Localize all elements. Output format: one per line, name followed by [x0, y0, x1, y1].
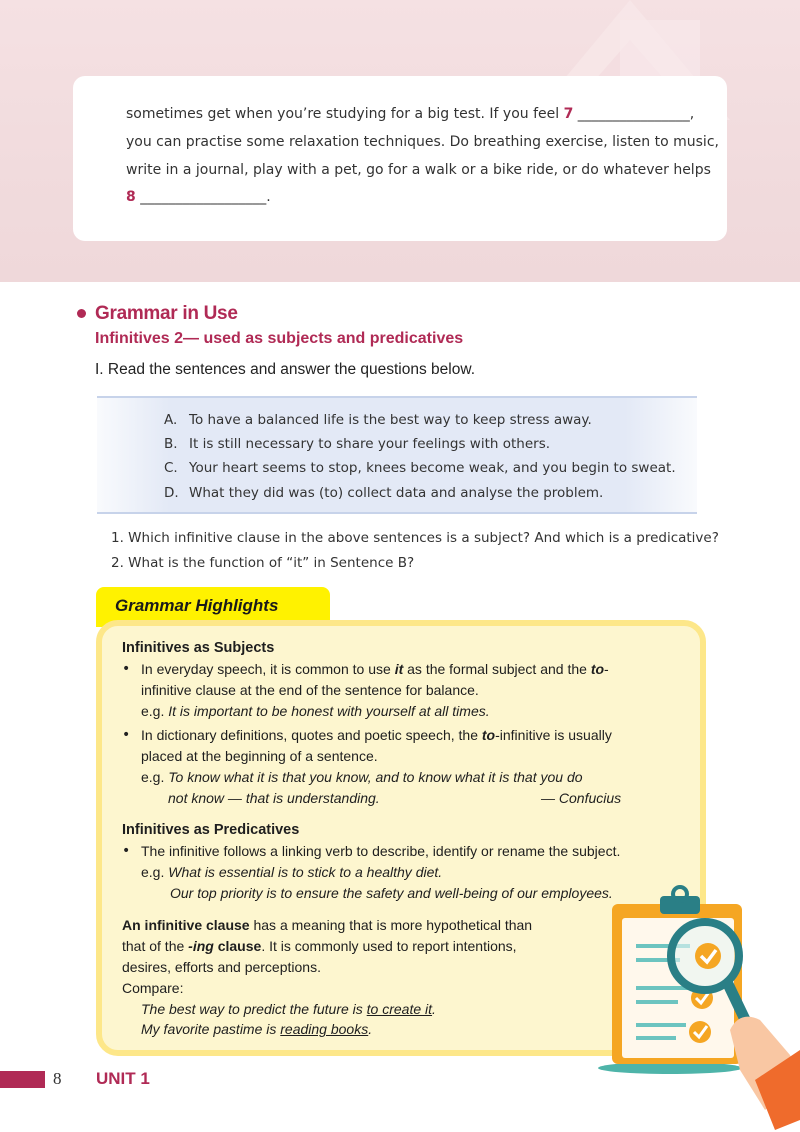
example-sentences-box [97, 396, 697, 514]
rule-2-line-1 [141, 727, 612, 743]
reading-line-3: write in a journal, play with a pet, go for a walk or a bike ride, or do whatever helps [126, 162, 711, 178]
rule-text: - [604, 661, 609, 677]
rule-text: In everyday speech, it is common to use [141, 661, 395, 677]
sentence-text: It is still necessary to share your feelings with others. [189, 436, 551, 452]
bullet-icon: • [122, 727, 131, 743]
example-text: My favorite pastime is [141, 1021, 281, 1037]
compare-example-1 [141, 1001, 436, 1017]
rule-2-line-2: placed at the beginning of a sentence. [141, 748, 378, 764]
eg-label: e.g. [141, 703, 169, 719]
example-3-line-2: Our top priority is to ensure the safety and well-being of our employees. [170, 885, 613, 901]
footer-accent-bar [0, 1071, 45, 1088]
quote-author: — Confucius [541, 790, 622, 806]
sentence-letter: A. [164, 412, 178, 428]
sentence-b [164, 436, 550, 452]
rule-1-line-1 [141, 661, 609, 677]
section-title: Grammar in Use [95, 303, 238, 324]
clause-text: has a meaning that is more hypothetical than [249, 917, 533, 933]
keyword-to: to [590, 661, 605, 677]
underlined-phrase: to create it [366, 1001, 433, 1017]
sentence-c [164, 460, 676, 476]
answer-blank-7[interactable]: ________________, [573, 106, 695, 122]
clause-text: that of the [122, 938, 189, 954]
keyword-it: it [394, 661, 404, 677]
page-number: 8 [53, 1069, 62, 1088]
unit-label: UNIT 1 [96, 1069, 150, 1088]
example-text: . [368, 1021, 373, 1037]
section-subtitle: Infinitives 2— used as subjects and predicatives [95, 330, 464, 347]
compare-label: Compare: [122, 980, 184, 996]
example-text: . [432, 1001, 436, 1017]
rule-text: -infinitive is usually [495, 727, 612, 743]
reading-passage-card [73, 76, 727, 241]
clipboard-magnifier-icon [590, 880, 800, 1130]
clause-line-2 [122, 938, 517, 954]
question-2: 2. What is the function of “it” in Sentence B? [111, 555, 415, 571]
example-2-line-2: not know — that is understanding. [168, 790, 380, 806]
eg-label: e.g. [141, 769, 169, 785]
sentence-letter: D. [164, 485, 179, 501]
example-text: To know what it is that you know, and to know what it is that you do [168, 769, 583, 785]
eg-label: e.g. [141, 864, 169, 880]
grammar-highlights-label: Grammar Highlights [115, 596, 279, 615]
keyword-to: to [481, 727, 496, 743]
example-2-line-1 [141, 769, 583, 785]
reading-line-1 [126, 106, 694, 122]
reading-line-2: you can practise some relaxation techniques. Do breathing exercise, listen to music, [126, 134, 719, 150]
example-text: The best way to predict the future is [141, 1001, 367, 1017]
term-ing: -ing [188, 938, 214, 954]
term-infinitive-clause: An infinitive clause [122, 917, 250, 933]
bullet-icon: • [122, 661, 131, 677]
top-background-band [0, 0, 800, 282]
rule-1-line-2: infinitive clause at the end of the sentence for balance. [141, 682, 479, 698]
example-3-line-1 [141, 864, 442, 880]
rule-3: The infinitive follows a linking verb to describe, identify or rename the subject. [141, 843, 621, 859]
bullet-icon: • [122, 843, 131, 859]
example-text: What is essential is to stick to a healthy diet. [168, 864, 443, 880]
blank-number-7: 7 [563, 106, 574, 122]
sentence-a [164, 412, 592, 428]
rule-text: In dictionary definitions, quotes and poetic speech, the [141, 727, 482, 743]
compare-example-2 [141, 1021, 372, 1037]
sentence-letter: B. [164, 436, 178, 452]
subjects-heading: Infinitives as Subjects [122, 640, 275, 656]
sentence-letter: C. [164, 460, 178, 476]
example-text: It is important to be honest with yourself at all times. [168, 703, 490, 719]
clause-text: . It is commonly used to report intentions, [261, 938, 517, 954]
sentence-text: To have a balanced life is the best way to keep stress away. [189, 412, 592, 428]
example-1 [141, 703, 490, 719]
predicatives-heading: Infinitives as Predicatives [122, 822, 300, 838]
clause-line-1 [122, 917, 532, 933]
rule-text: as the formal subject and the [403, 661, 591, 677]
question-1: 1. Which infinitive clause in the above sentences is a subject? And which is a predicative? [111, 530, 719, 546]
reading-text: sometimes get when you’re studying for a big test. If you feel [126, 106, 564, 122]
underlined-phrase: reading books [280, 1021, 369, 1037]
blank-number-8: 8 [126, 189, 136, 205]
task-instruction: I. Read the sentences and answer the questions below. [95, 361, 475, 378]
section-bullet-icon [77, 309, 86, 318]
sentence-d [164, 485, 603, 501]
reading-line-4 [126, 189, 271, 205]
clause-line-3: desires, efforts and perceptions. [122, 959, 321, 975]
sentence-text: What they did was (to) collect data and analyse the problem. [189, 485, 604, 501]
sentence-text: Your heart seems to stop, knees become weak, and you begin to sweat. [189, 460, 676, 476]
answer-blank-8[interactable]: __________________. [135, 189, 271, 205]
term-clause: clause [213, 938, 262, 954]
